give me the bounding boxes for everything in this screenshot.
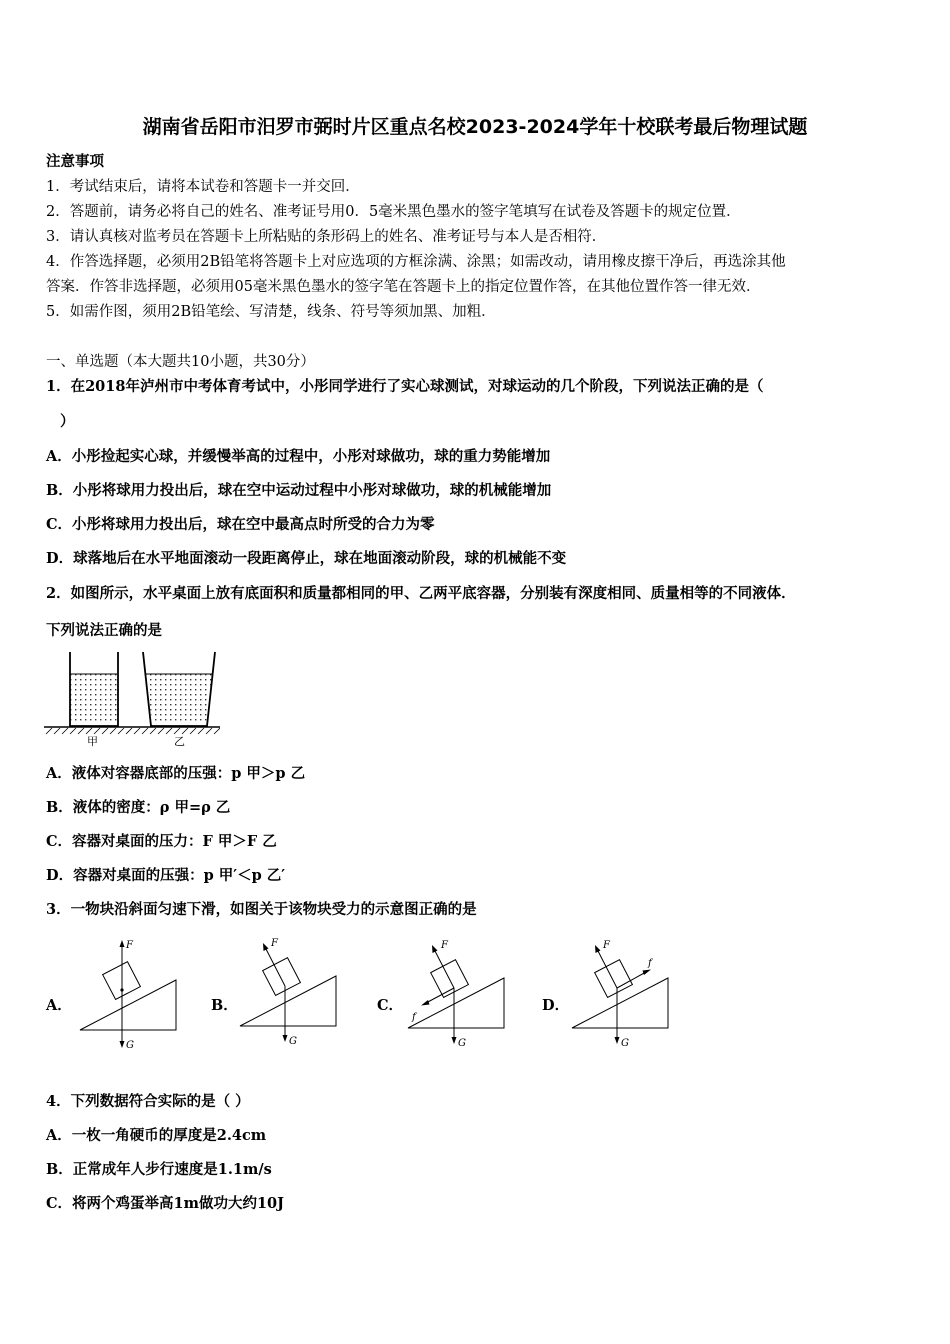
q3-option-c-label: C． (377, 997, 404, 1014)
notice-item-2: 2．答题前，请务必将自己的姓名、准考证号用0．5毫米黑色墨水的签字笔填写在试卷及答题卡的规定位置． (46, 204, 741, 220)
incline-figure-b (238, 936, 348, 1056)
q2-option-d: D．容器对桌面的压强：p 甲′＜p 乙′ (46, 867, 286, 884)
q1-stem: 1．在2018年泸州市中考体育考试中，小彤同学进行了实心球测试，对球运动的几个阶段，下列说法正确的是（ (46, 378, 764, 395)
label-g: G (126, 1040, 134, 1051)
q2-option-b: B．液体的密度：ρ 甲=ρ 乙 (46, 799, 231, 816)
containers-figure (44, 648, 220, 748)
label-f: F (441, 940, 448, 951)
label-g: G (458, 1038, 466, 1049)
notice-heading: 注意事项 (46, 153, 104, 170)
block (595, 960, 633, 998)
incline-figure-c (404, 936, 514, 1056)
q2-option-a: A．液体对容器底部的压强：p 甲＞p 乙 (46, 765, 306, 782)
notice-item-4: 4．作答选择题，必须用2B铅笔将答题卡上对应选项的方框涂满、涂黑；如需改动，请用橡皮擦干净后，再选涂其他 (46, 254, 786, 270)
q1-option-a: A．小彤捡起实心球，并缓慢举高的过程中，小彤对球做功，球的重力势能增加 (46, 448, 551, 465)
liquid-yi (146, 674, 212, 724)
notice-item-5: 5．如需作图，须用2B铅笔绘、写清楚，线条、符号等须加黑、加粗． (46, 304, 496, 320)
q4-option-b: B．正常成年人步行速度是1.1m/s (46, 1161, 272, 1178)
incline-figure-d (570, 936, 680, 1056)
q3-option-d-label: D． (542, 997, 570, 1014)
label-f: F (126, 940, 133, 951)
q1-stem-end: ） (60, 413, 75, 430)
q2-option-c: C．容器对桌面的压力：F 甲＞F 乙 (46, 833, 277, 850)
label-g: G (289, 1036, 297, 1047)
q2-stem-cont: 下列说法正确的是 (46, 622, 162, 639)
label-friction: f (648, 958, 652, 969)
label-g: G (621, 1038, 629, 1049)
q1-option-d: D．球落地后在水平地面滚动一段距离停止，球在地面滚动阶段，球的机械能不变 (46, 550, 567, 567)
page-title: 湖南省岳阳市汨罗市弼时片区重点名校2023-2024学年十校联考最后物理试题 (142, 116, 808, 138)
q4-option-c: C．将两个鸡蛋举高1m做功大约10J (46, 1195, 285, 1212)
label-jia: 甲 (87, 735, 98, 748)
q3-option-b-label: B． (211, 997, 238, 1014)
label-f: F (271, 938, 278, 949)
liquid-jia (70, 674, 117, 724)
q3-option-a-label: A． (46, 997, 72, 1014)
incline-figure-a (78, 936, 183, 1056)
section-heading: 一、单选题（本大题共10小题，共30分） (46, 354, 315, 370)
notice-item-3: 3．请认真核对监考员在答题卡上所粘贴的条形码上的姓名、准考证号与本人是否相符． (46, 229, 607, 245)
label-friction: f (412, 1012, 416, 1023)
q1-option-c: C．小彤将球用力投出后，球在空中最高点时所受的合力为零 (46, 516, 435, 533)
q1-option-b: B．小彤将球用力投出后，球在空中运动过程中小彤对球做功，球的机械能增加 (46, 482, 552, 499)
label-f: F (603, 940, 610, 951)
label-yi: 乙 (174, 735, 185, 748)
q4-option-a: A．一枚一角硬币的厚度是2.4cm (46, 1127, 267, 1144)
q3-stem: 3．一物块沿斜面匀速下滑，如图关于该物块受力的示意图正确的是 (46, 901, 477, 918)
table-hatch (46, 728, 220, 734)
notice-item-1: 1．考试结束后，请将本试卷和答题卡一并交回． (46, 179, 360, 195)
q2-stem: 2．如图所示，水平桌面上放有底面积和质量都相同的甲、乙两平底容器，分别装有深度相同、质量相等的不同液体． (46, 585, 796, 602)
block (263, 958, 301, 996)
notice-item-4-cont: 答案．作答非选择题，必须用05毫米黑色墨水的签字笔在答题卡上的指定位置作答，在其他位置作答一律无效． (46, 279, 761, 295)
q4-stem: 4．下列数据符合实际的是（ ） (46, 1093, 250, 1110)
